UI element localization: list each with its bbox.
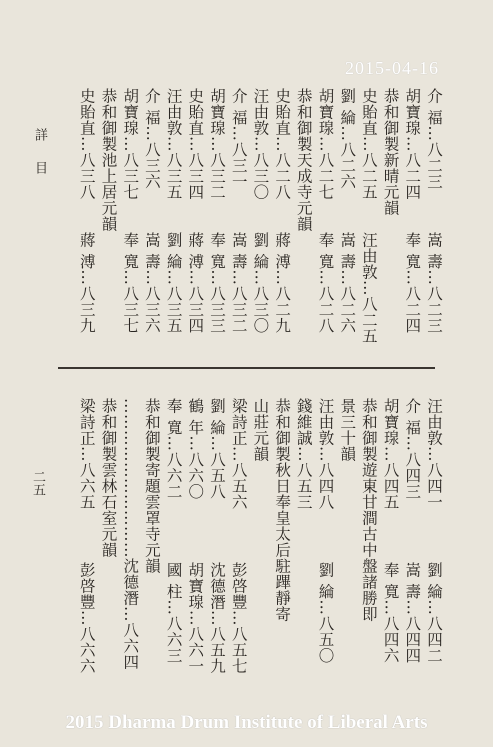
entry: 史貽直…八三四: [186, 88, 205, 200]
entry: 嵩 壽…八二六: [338, 232, 357, 334]
entry: 劉 綸…八五〇: [316, 562, 335, 664]
entry: 汪由敦…八三〇: [251, 88, 270, 200]
entry: 劉 綸…八三五: [164, 232, 183, 334]
entry: 汪由敦…八三五: [164, 88, 183, 200]
entry: 蔣 溥…八三四: [186, 232, 205, 334]
entry: 汪由敦…八二五: [359, 232, 378, 344]
entry: 史貽直…八二五: [359, 88, 378, 200]
entry: 汪由敦…八四八: [316, 398, 335, 510]
section-heading: …………………………沈德潛…八六四: [121, 398, 140, 670]
entry: 奉 寬…八四六: [381, 562, 400, 664]
section-heading: 恭和御製遊東甘澗古中盤諸勝即: [359, 398, 378, 622]
section-heading: 恭和御製池上居元韻: [99, 88, 118, 232]
entry: 奉 寬…八二四: [403, 232, 422, 334]
entry: 劉 綸…八五八: [208, 398, 226, 500]
entry: 梁詩正…八五六: [229, 398, 248, 510]
entry: 鶴 年…八六〇: [186, 398, 205, 500]
entry: 劉 綸…八四二: [425, 562, 443, 664]
entry: 介 福…八三一: [229, 88, 248, 190]
entry: 胡寶瑔…八三二: [208, 88, 226, 200]
section-divider-rule: [58, 367, 435, 369]
page-number: 二五: [30, 470, 45, 496]
entry: 史貽直…八二八: [273, 88, 292, 200]
entry: 梁詩正…八六五: [77, 398, 96, 510]
entry: 胡寶瑔…八六一: [186, 562, 205, 674]
entry: 胡寶瑔…八四五: [381, 398, 400, 510]
section-heading: 恭和御製新晴元韻: [381, 88, 400, 216]
entry: 劉 綸…八三〇: [251, 232, 270, 334]
section-heading: 景三十韻: [338, 398, 357, 462]
entry: 蔣 溥…八二九: [273, 232, 292, 334]
section-heading: 恭和御製秋日奉皇太后駐蹕靜寄: [273, 398, 292, 622]
section-heading: 恭和御製雲林石室元韻: [99, 398, 118, 558]
date-stamp: 2015-04-16: [345, 58, 439, 78]
entry: 嵩 壽…八三六: [142, 232, 161, 334]
watermark: 2015 Dharma Drum Institute of Liberal Arts: [65, 712, 428, 733]
entry: 奉 寬…八二八: [316, 232, 335, 334]
entry: 胡寶瑔…八二四: [403, 88, 422, 200]
entry: 介 福…八三六: [142, 88, 161, 190]
entry: 蔣 溥…八三九: [77, 232, 96, 334]
entry: 奉 寬…八三七: [121, 232, 140, 334]
entry: 奉 寬…八六二: [164, 398, 183, 500]
entry: 嵩 壽…八三二: [229, 232, 248, 334]
entry: 國 柱…八六三: [164, 562, 183, 664]
section-heading: 恭和御製寄題雲罩寺元韻: [142, 398, 161, 574]
entry: 沈德潛…八五九: [208, 562, 226, 674]
entry: 彭啓豐…八六六: [77, 562, 96, 674]
section-heading: 山莊元韻: [251, 398, 270, 462]
entry: 汪由敦…八四一: [425, 398, 443, 510]
entry: 胡寶瑔…八三七: [121, 88, 140, 200]
entry: 劉 綸…八二六: [338, 88, 357, 190]
entry: 史貽直…八三八: [77, 88, 96, 200]
running-header-label: 詳目: [32, 128, 47, 194]
entry: 胡寶瑔…八二七: [316, 88, 335, 200]
entry: 彭啓豐…八五七: [229, 562, 248, 674]
entry: 嵩 壽…八四四: [403, 562, 422, 664]
section-heading: 錢維誠…八五三: [294, 398, 313, 510]
entry: 嵩 壽…八二三: [425, 232, 443, 334]
entry: 介 福…八四三: [403, 398, 422, 500]
entry: 介 福…八二三: [425, 88, 443, 190]
section-heading: 恭和御製天成寺元韻: [294, 88, 313, 232]
entry: 奉 寬…八三三: [208, 232, 226, 334]
